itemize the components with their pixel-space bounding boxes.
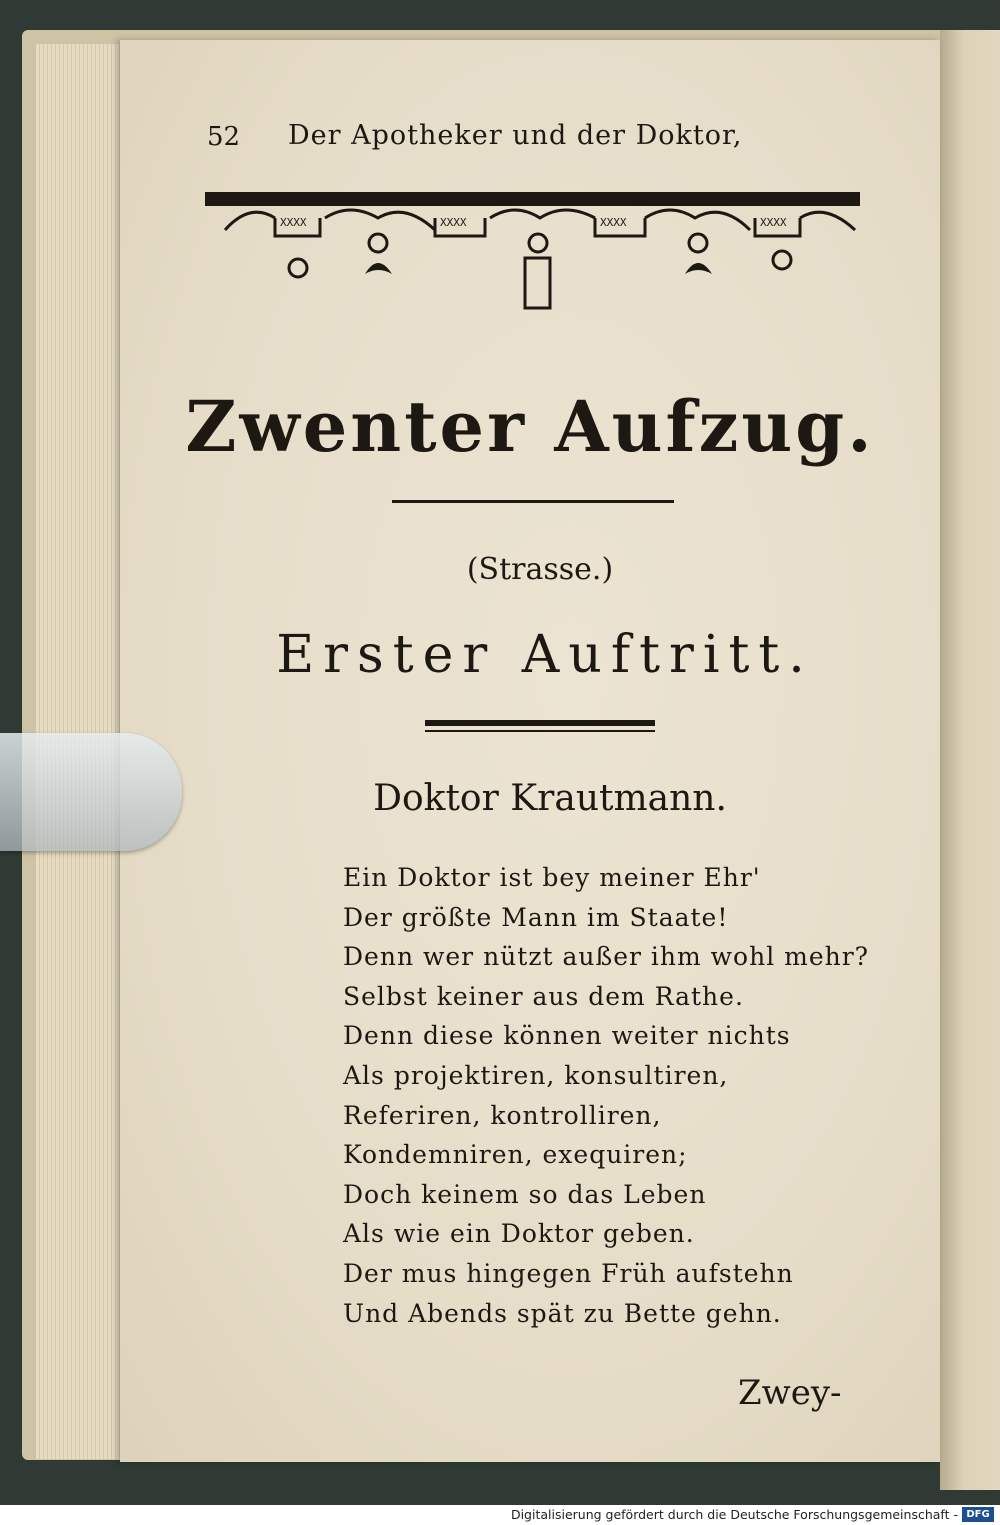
verse-line: Als wie ein Doktor geben.	[343, 1219, 695, 1249]
verse-line: Denn diese können weiter nichts	[343, 1021, 791, 1051]
scene-location: (Strasse.)	[466, 552, 614, 587]
verse-line: Ein Doktor ist bey meiner Ehr'	[343, 863, 761, 892]
footer-credit: Digitalisierung gefördert durch die Deutsche Forschungsgemeinschaft -	[510, 1507, 958, 1522]
act-title: Zwenter Aufzug.	[185, 385, 875, 468]
act-divider	[392, 500, 674, 503]
page-clip	[0, 733, 182, 851]
verse-block	[343, 858, 869, 1333]
scene-divider	[425, 720, 655, 726]
running-head: Der Apotheker und der Doktor,	[288, 120, 743, 151]
ornament-border	[200, 188, 865, 313]
verse-line: Der größte Mann im Staate!	[343, 902, 729, 932]
speaker-name: Doktor Krautmann.	[373, 778, 727, 819]
svg-text:XXXX: XXXX	[600, 216, 627, 229]
scene-title: Erster Auftritt.	[276, 625, 814, 685]
verse-line: Doch keinem so das Leben	[343, 1179, 707, 1209]
verse-line: Der mus hingegen Früh aufstehn	[343, 1258, 794, 1288]
scene-divider-thin	[425, 730, 655, 732]
facing-page-edge	[940, 30, 1000, 1490]
verse-line: Und Abends spät zu Bette gehn.	[343, 1298, 782, 1328]
dfg-logo: DFG	[962, 1507, 994, 1522]
page-number: 52	[207, 122, 241, 152]
svg-text:XXXX: XXXX	[440, 216, 467, 229]
catchword: Zwey-	[738, 1373, 842, 1413]
svg-text:XXXX: XXXX	[280, 216, 307, 229]
verse-line: Kondemniren, exequiren;	[343, 1140, 688, 1170]
verse-line: Referiren, kontrolliren,	[343, 1100, 662, 1130]
verse-line: Denn wer nützt außer ihm wohl mehr?	[343, 942, 870, 972]
verse-line: Selbst keiner aus dem Rathe.	[343, 981, 744, 1011]
verse-line: Als projektiren, konsultiren,	[343, 1060, 729, 1090]
svg-text:XXXX: XXXX	[760, 216, 787, 229]
